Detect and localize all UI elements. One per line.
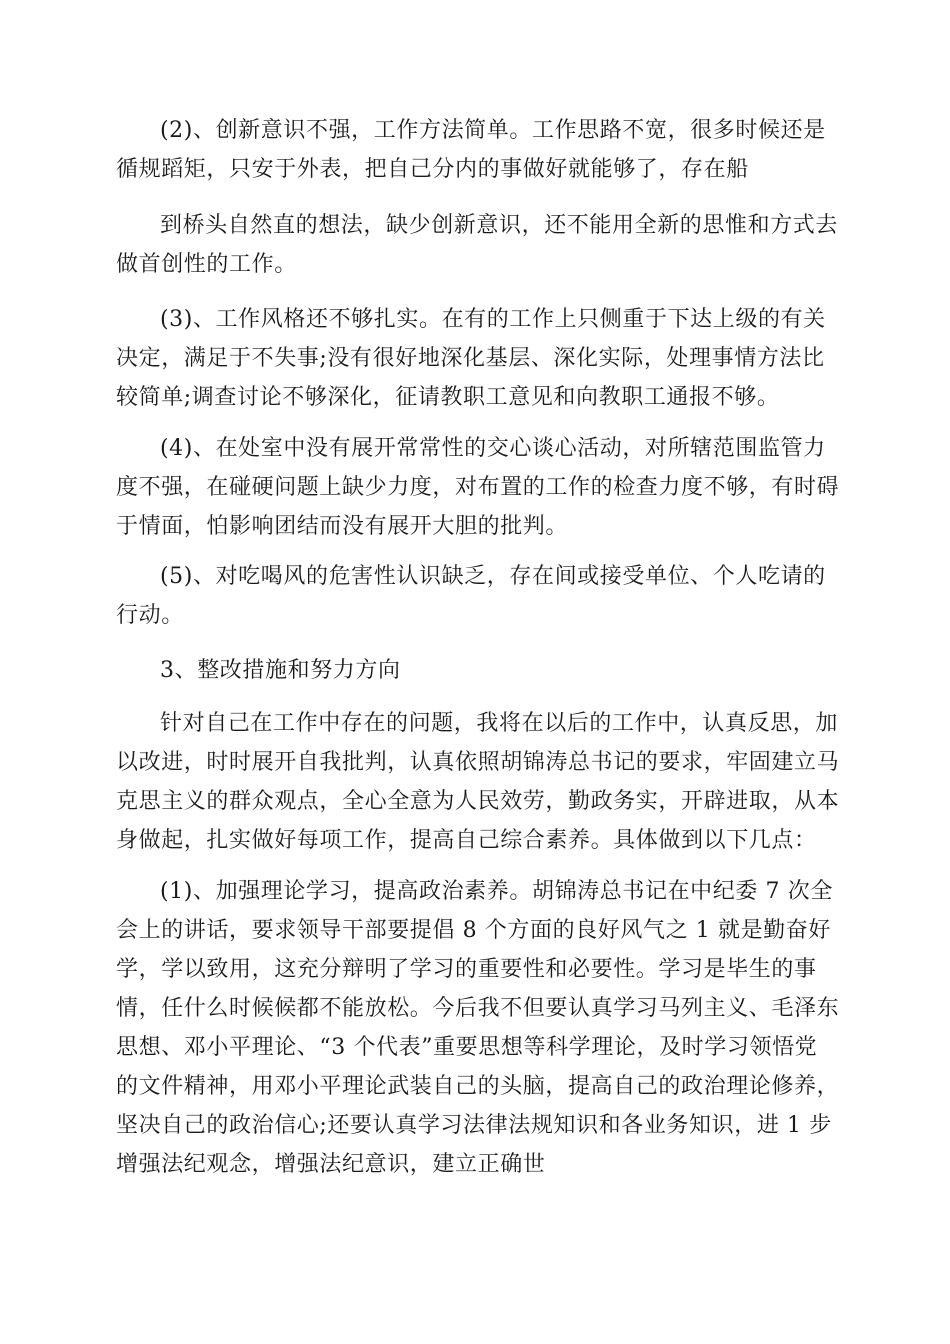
text-line: (2)、创新意识不强，工作方法简单。工作思路不宽，很多时候还是 [160, 118, 826, 143]
text-line: 的文件精神，用邓小平理论武装自己的头脑，提高自己的政治理论修养， [116, 1074, 840, 1099]
text-line: 克思主义的群众观点，全心全意为人民效劳，勤政务实，开辟进取，从本 [116, 789, 840, 814]
text-line: 度不强，在碰硬问题上缺少力度，对布置的工作的检查力度不够，有时碍 [116, 475, 840, 500]
text-line: 行动。 [116, 603, 184, 628]
text-line: 情，任什么时候候都不能放松。今后我不但要认真学习马列主义、毛泽东 [116, 996, 840, 1021]
text-line: 学，学以致用，这充分辩明了学习的重要性和必要性。学习是毕生的事 [116, 957, 817, 982]
text-line: 思想、邓小平理论、“3 个代表”重要思想等科学理论，及时学习领悟党 [116, 1035, 818, 1060]
text-line: (1)、加强理论学习，提高政治素养。胡锦涛总书记在中纪委 7 次全 [160, 879, 833, 904]
text-line: 决定，满足于不失事;没有很好地深化基层、深化实际，处理事情方法比 [116, 346, 825, 371]
text-line: 身做起，扎实做好每项工作，提高自己综合素养。具体做到以下几点： [116, 828, 817, 853]
paragraph-item-5 [116, 557, 838, 635]
section-heading [116, 651, 838, 690]
text-line: 循规蹈矩，只安于外表，把自己分内的事做好就能够了，存在船 [116, 157, 749, 182]
text-line: (5)、对吃喝风的危害性认识缺乏，存在间或接受单位、个人吃请的 [160, 564, 826, 589]
text-line: (3)、工作风格还不够扎实。在有的工作上只侧重于下达上级的有关 [160, 307, 826, 332]
text-line: 针对自己在工作中存在的问题，我将在以后的工作中，认真反思，加 [160, 711, 839, 736]
text-line: 以改进，时时展开自我批判，认真依照胡锦涛总书记的要求，牢固建立马 [116, 750, 840, 775]
paragraph-continuation [116, 206, 838, 284]
text-line: 较简单;调查讨论不够深化，征请教职工意见和向教职工通报不够。 [116, 385, 780, 410]
paragraph-item-2 [116, 111, 838, 189]
text-line: (4)、在处室中没有展开常常性的交心谈心活动，对所辖范围监管力 [160, 436, 826, 461]
text-line: 增强法纪观念，增强法纪意识，建立正确世 [116, 1152, 546, 1177]
text-line: 做首创性的工作。 [116, 252, 297, 277]
paragraph-item-4 [116, 429, 838, 546]
paragraph-measure-1 [116, 872, 838, 1184]
text-line: 到桥头自然直的想法，缺少创新意识，还不能用全新的思惟和方式去 [160, 213, 839, 238]
text-line: 3、整改措施和努力方向 [160, 658, 401, 683]
paragraph-item-3 [116, 300, 838, 417]
text-line: 于情面，怕影响团结而没有展开大胆的批判。 [116, 514, 569, 539]
text-line: 坚决自己的政治信心;还要认真学习法律法规知识和各业务知识，进 1 步 [116, 1113, 832, 1138]
text-line: 会上的讲话，要求领导干部要提倡 8 个方面的良好风气之 1 就是勤奋好 [116, 918, 831, 943]
paragraph-intro [116, 704, 838, 860]
